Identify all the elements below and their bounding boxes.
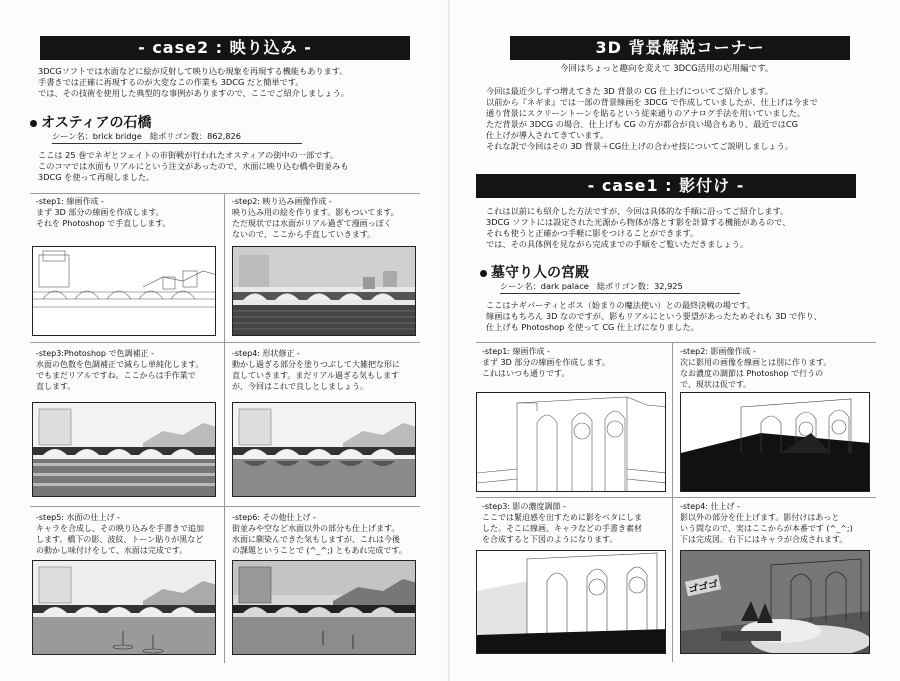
- palace-step-2: [680, 346, 831, 390]
- step-desc: なお濃度の調節は Photoshop で行うの: [680, 369, 824, 378]
- palace-step-3-image: [476, 550, 666, 654]
- sound-effect-text: ゴゴゴ: [685, 575, 721, 597]
- case2-intro-1: 3DCGソフトでは水面などに絵が反射して映り込む現象を再現する機能もあります。: [38, 66, 348, 76]
- step-6-image: [232, 560, 416, 655]
- step-5-image: [32, 560, 216, 655]
- step-desc: ただ現状では水面がリアル過ぎて漫画っぽく: [232, 219, 392, 228]
- corner-intro-1: 今回は最近少しずつ増えてきた 3D 背景の CG 仕上げについてご紹介します。: [486, 86, 773, 96]
- step-desc: した。そこに線画、キャラなどの手書き素材: [482, 524, 642, 533]
- step-4-image: [232, 402, 416, 497]
- step-desc: の課題ということで (^_^;) ともあれ完成です。: [232, 546, 407, 555]
- step-2: [232, 196, 399, 240]
- step-desc: 影以外の部分を仕上げます。影付けはあっと: [680, 513, 840, 522]
- step-label: -step2: 映り込み画像作成 -: [232, 197, 332, 206]
- bridge-desc-2: このコマでは水面もリアルにという注文があったので、水面に映り込む橋や街並みも: [38, 161, 349, 171]
- corner-intro-6: それな訳で今回はその 3D 背景＋CG仕上げの合わせ技についてご説明しましょう。: [486, 141, 793, 151]
- palace-step-1: [482, 346, 610, 379]
- step-2-image: [232, 246, 416, 336]
- step-desc: ないので、ここから手直していきます。: [232, 230, 376, 239]
- scene-underline: [52, 143, 302, 144]
- step-desc: まず 3D 部分の線画を作成します。: [36, 208, 164, 217]
- step-desc: キャラを合成し、その映り込みを手書きで追加: [36, 524, 204, 533]
- divider: [30, 506, 420, 507]
- step-desc: ここでは緊迫感を出すために影をベタにしま: [482, 513, 642, 522]
- corner-banner: 3D 背景解説コーナー: [510, 36, 850, 60]
- right-page: [450, 0, 900, 681]
- section-heading-bridge: [30, 112, 151, 132]
- step-desc: 街並みや空など水面以外の部分も仕上げます。: [232, 524, 400, 533]
- step-desc: 水面の色数を色調補正で減らし単純化します。: [36, 360, 204, 369]
- step-label: -step1: 線画作成 -: [482, 347, 550, 356]
- step-label: -step2: 影画像作成 -: [680, 347, 756, 356]
- step-1: [36, 196, 170, 229]
- step-desc: が、今回はこれで良しとしましょう。: [232, 382, 368, 391]
- bridge-desc-3: 3DCG を使って再現しました。: [38, 172, 155, 182]
- palace-step-2-image: [680, 392, 870, 492]
- step-desc: それを Photoshop で手直しします。: [36, 219, 171, 228]
- bullet-icon: [30, 120, 37, 127]
- corner-intro-2: 以前から『ネギま』では一部の背景線画を 3DCG で作成していましたが、仕上げは今まで: [486, 97, 818, 107]
- step-desc: これはいつも通りです。: [482, 369, 570, 378]
- case1-intro-1: これは以前にも紹介した方法ですが、今回は具体的な手順に沿ってご紹介します。: [486, 206, 789, 216]
- step-label: -step3: 影の濃度調節 -: [482, 502, 566, 511]
- step-label: -step5: 水面の仕上げ -: [36, 513, 120, 522]
- bridge-desc-1: ここは 25 巻でネギとフェイトの市街戦が行われたオスティアの街中の一部です。: [38, 150, 339, 160]
- scene-underline: [500, 293, 740, 294]
- step-5: [36, 512, 204, 556]
- divider: [476, 497, 876, 498]
- step-desc: 直していきます。まだリアル過ぎる気もします: [232, 371, 400, 380]
- corner-intro-4: ただ背景が 3DCG の場合、仕上げも CG の方が都合が良い場合もあり、最近ではCG: [486, 119, 798, 129]
- step-1-image: [32, 246, 216, 336]
- case2-intro-2: 手書きでは正確に再現するのが大変なこの作業も 3DCG だと簡単です。: [38, 77, 304, 87]
- corner-intro-3: 通り背景にスクリーントーンを貼るという従来通りのアナログ手法を用いていました。: [486, 108, 805, 118]
- divider: [672, 342, 673, 662]
- divider: [476, 342, 876, 343]
- divider: [30, 193, 420, 194]
- palace-step-4: [680, 501, 853, 545]
- palace-desc-3: 仕上げも Photoshop を使って CG 仕上げになりました。: [486, 322, 699, 332]
- step-desc: 直します。: [36, 382, 76, 391]
- step-label: -step4: 形状修正 -: [232, 349, 300, 358]
- step-desc: 次に影用の画像を線画とは別に作ります。: [680, 358, 832, 367]
- case2-intro-3: では、その技術を使用した典型的な事例がありますので、ここでご紹介しましょう。: [38, 88, 349, 98]
- scene-info: シーン名：brick bridge 総ポリゴン数：862,826: [52, 131, 241, 141]
- step-desc: 下は完成図。右下にはキャラが合成されます。: [680, 535, 848, 544]
- step-desc: を合成すると下図のようになります。: [482, 535, 618, 544]
- step-desc: で、現状は仮です。: [680, 380, 752, 389]
- heading-text: 墓守り人の宮殿: [491, 265, 589, 281]
- palace-step-4-image: [680, 550, 870, 654]
- heading-text: オスティアの石橋: [41, 115, 152, 131]
- step-label: -step4: 仕上げ -: [680, 502, 740, 511]
- step-3: [36, 348, 203, 392]
- step-6: [232, 512, 407, 556]
- step-desc: 映り込み用の絵を作ります。影もついてます。: [232, 208, 399, 217]
- step-desc: まず 3D 部分の線画を作成します。: [482, 358, 610, 367]
- bullet-icon: [480, 270, 487, 277]
- case1-intro-3: それも使うと正確かつ手軽に影をつけることができます。: [486, 228, 699, 238]
- step-label: -step1: 線画作成 -: [36, 197, 104, 206]
- palace-desc-1: ここはナギパーティとボス（始まりの魔法使い）との最終決戦の場です。: [486, 300, 755, 310]
- step-desc: 動かし過ぎる部分を塗りつぶして大雑把な形に: [232, 360, 400, 369]
- case1-banner: - case1 : 影付け -: [476, 174, 856, 198]
- corner-intro-5: 仕上げが導入されてきています。: [486, 130, 609, 140]
- scene-info: シーン名：dark palace 総ポリゴン数：32,925: [500, 281, 683, 291]
- divider: [224, 193, 225, 663]
- palace-step-3: [482, 501, 642, 545]
- corner-subtitle: 今回はちょっと趣向を変えて 3DCG活用の応用編です。: [560, 64, 774, 74]
- step-3-image: [32, 402, 216, 497]
- step-label: -step6: その他仕上げ -: [232, 513, 316, 522]
- palace-step-1-image: [476, 392, 666, 492]
- step-desc: します。橋下の影、波紋、トーン貼りが黒など: [36, 535, 204, 544]
- section-heading-palace: [480, 262, 589, 282]
- step-desc: でもまだリアルですね。ここからは手作業で: [36, 371, 196, 380]
- case1-intro-4: では、その具体例を見ながら完成までの手順をご覧いただきましょう。: [486, 239, 749, 249]
- case2-banner: - case2 : 映り込み -: [40, 36, 410, 60]
- divider: [30, 342, 420, 343]
- step-label: -step3:Photoshop で色調補正 -: [36, 349, 154, 358]
- case1-intro-2: 3DCG ソフトには設定された光源から物体が落とす影を計算する機能があるので、: [486, 217, 791, 227]
- step-4: [232, 348, 400, 392]
- step-desc: いう間なので、実はここからが本番です (^_^;): [680, 524, 853, 533]
- step-desc: 水面に馴染んできた気もしますが、これは今後: [232, 535, 400, 544]
- step-desc: の動かし味付けをして、水面は完成です。: [36, 546, 188, 555]
- palace-desc-2: 線画はもちろん 3D なのですが、影もリアルにという要望があったためそれも 3D で作り、: [486, 311, 822, 321]
